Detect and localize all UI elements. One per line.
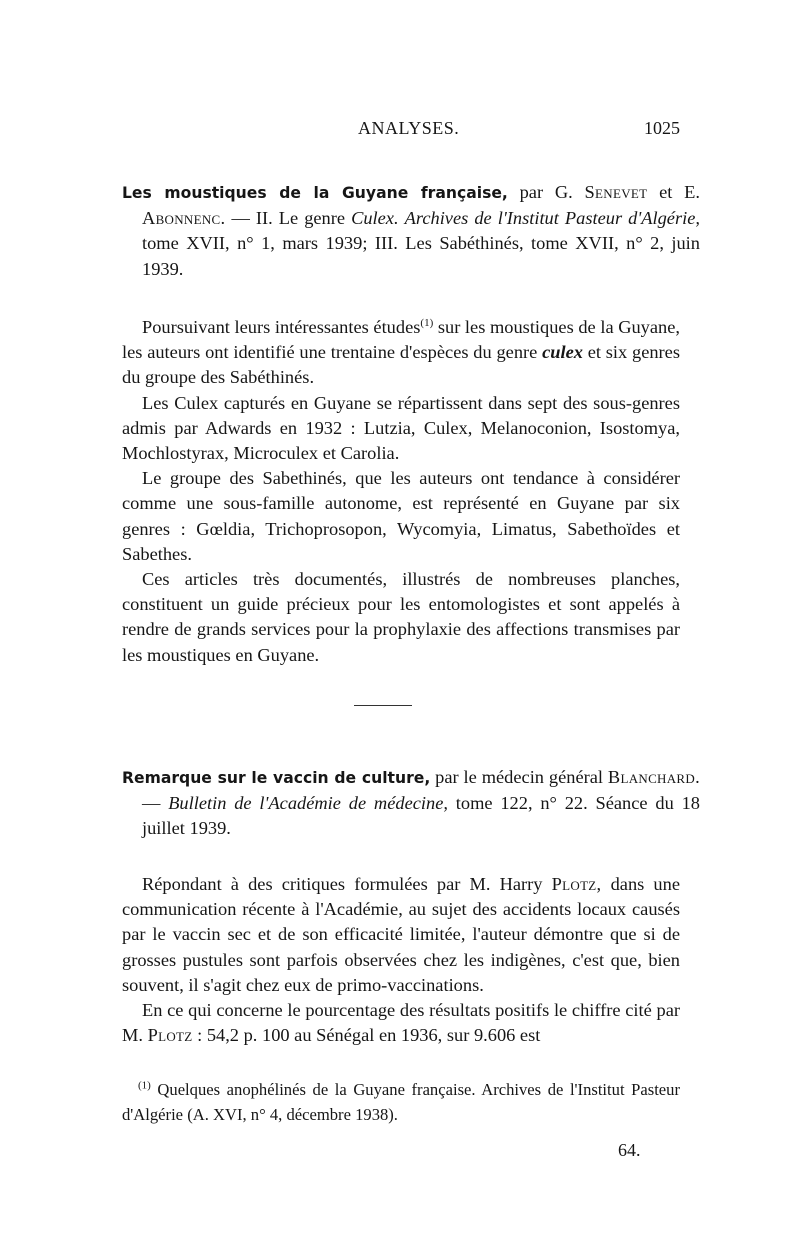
article1-citation: [122, 180, 700, 282]
article1-title: Les moustiques de la Guyane française,: [122, 184, 508, 202]
article1-paragraph-3: Le groupe des Sabethinés, que les auteurs ont tendance à considérer comme une sous-famille autonome, est représenté en Guyane par six genres : Gœldia, Trichoprosopon, Wycomyia, Limatus, Sabethoïdes et Sabethes.: [122, 468, 680, 564]
article1-p1-b: sur les moustiques de la Guyane, les auteurs ont identifié une trentaine d'espèces du genre: [122, 317, 681, 363]
article2-journal: Bulletin de l'Académie de médecine,: [168, 793, 448, 814]
article1-et: et E.: [647, 182, 700, 202]
article2-body: [122, 872, 680, 1048]
article1-dash: — II. Le genre: [225, 208, 352, 229]
article1-par: par G.: [507, 182, 585, 202]
signature-mark: 64.: [618, 1140, 641, 1160]
running-header: [122, 118, 680, 142]
footnote-reference: (1): [420, 316, 434, 329]
article1-p1-genus: culex: [542, 342, 583, 363]
article1-genus: Culex.: [351, 208, 399, 229]
article1-p1-c: et six genres du groupe des Sabéthinés.: [122, 342, 680, 388]
article2-par: par le médecin général: [430, 767, 608, 787]
article2-p1-a: Répondant à des critiques formulées par M. Harry: [142, 874, 552, 894]
article2-p1-b: dans une communication récente à l'Académie, au sujet des accidents locaux causés par le vaccin sec et de son efficacité limitée, l'auteur démontre que si de grosses pustules sont parfois observées chez les indigènes, c'est que, bien souvent, il s'agit chez eux de primo-vaccinations.: [122, 874, 680, 995]
article2-author: Blanchard.: [607, 767, 700, 787]
footnote-text: [122, 1077, 680, 1127]
article2-p1-name: Plotz,: [551, 874, 602, 894]
article1-body: [122, 315, 680, 668]
article1-citation-rest: tome XVII, n° 1, mars 1939; III. Les Sabéthinés, tome XVII, n° 2, juin 1939.: [142, 233, 700, 279]
running-title: ANALYSES.: [358, 118, 460, 138]
article2-citation: [122, 765, 700, 842]
article2-title: Remarque sur le vaccin de culture,: [122, 769, 431, 787]
footnote: [122, 1077, 680, 1127]
article1-journal: Archives de l'Institut Pasteur d'Algérie,: [404, 208, 700, 229]
article2-paragraph-1: [122, 872, 680, 998]
article2-citation-rest: tome 122, n° 22. Séance du 18 juillet 1939.: [142, 793, 700, 839]
footnote-body: Quelques anophélinés de la Guyane française. Archives de l'Institut Pasteur d'Algérie (A. XVI, n° 4, décembre 1938).: [122, 1080, 680, 1124]
article2-p2-name: Plotz: [147, 1025, 193, 1046]
footnote-marker: (1): [138, 1079, 151, 1092]
article1-author2: Abonnenc.: [142, 208, 226, 229]
article2-p2-a: En ce qui concerne le pourcentage des résultats positifs le chiffre cité par M.: [122, 1000, 680, 1046]
article1-p1-a: Poursuivant leurs intéressantes études: [142, 317, 421, 337]
article2-paragraph-2: [122, 998, 680, 1048]
article1-author1: Senevet: [584, 182, 648, 202]
section-divider: [354, 705, 412, 706]
article2-dash: —: [142, 793, 169, 814]
article1-paragraph-2: Les Culex capturés en Guyane se répartissent dans sept des sous-genres admis par Adwards en 1932 : Lutzia, Culex, Melanoconion, Isostomya, Mochlostyrax, Microculex et Carolia.: [122, 392, 680, 464]
page-number: 1025: [644, 118, 680, 138]
article1-paragraph-4: Ces articles très documentés, illustrés de nombreuses planches, constituent un guide précieux pour les entomologistes et sont appelés à rendre de grands services pour la prophylaxie des affections transmises par les moustiques en Guyane.: [122, 569, 680, 665]
article2-p2-b: : 54,2 p. 100 au Sénégal en 1936, sur 9.606 est: [192, 1025, 541, 1046]
article1-paragraph-1: [122, 315, 680, 391]
